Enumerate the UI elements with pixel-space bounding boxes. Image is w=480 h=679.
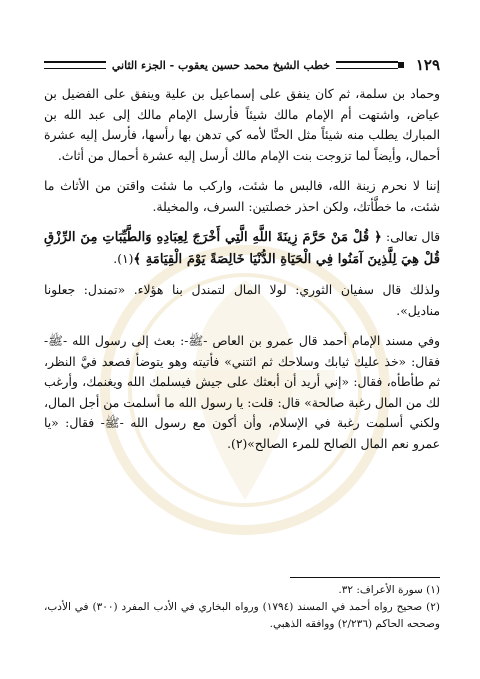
book-title: خطب الشيخ محمد حسين يعقوب - الجزء الثاني (111, 58, 330, 72)
quran-verse: ﴿ قُلْ مَنْ حَرَّمَ زِينَةَ اللَّهِ الَّتِي أَخْرَجَ لِعِبَادِهِ وَالطَّيِّبَاتِ مِنَ الرِّزْقِ قُلْ هِيَ لِلَّذِينَ آمَنُوا فِي الْحَيَاةِ الدُّنْيَا خَالِصَةً يَوْمَ الْقِيَامَةِ ﴾ (44, 230, 440, 267)
footnote-separator (290, 577, 440, 578)
paragraph: وحماد بن سلمة، ثم كان ينفق على إسماعيل بن علية وينفق على الفضيل بن عياض، واشتهت أم الإمام مالك شيئاً فأرسل الإمام مالك إلى عبد الله بن المبارك يطلب منه شيئاً مثل الحنَّا لأمه كي تدهن بها رأسها، فأرسل إليه عشرة أحمال، وأيضاً لما تزوجت بنت الإمام مالك أرسل إليه عشرة أحمال من أثاث. (44, 87, 440, 163)
header-rule (336, 61, 398, 69)
header-rule (44, 61, 106, 69)
footnote-ref: (١). (113, 251, 134, 266)
paragraph: إننا لا نحرم زينة الله، فالبس ما شئت، واركب ما شئت واقتن من الأثاث ما شئت، ما خطَّأتك، ولكن احذر خصلتين: السرف، والمخيلة. (44, 179, 440, 214)
quran-paragraph (44, 227, 440, 270)
header-square-icon (398, 62, 404, 68)
footnote: (٢) صحيح رواه أحمد في المسند (١٧٩٤) ورواه البخاري في الأدب المفرد (٣٠٠) في الأدب، وصححه الحاكم (٢/٢٣٦) ووافقه الذهبي. (44, 601, 440, 630)
footnotes (44, 582, 440, 633)
page-header (44, 56, 440, 74)
hadith-text: وفي مسند الإمام أحمد قال عمرو بن العاص -ﷺ-: بعث إلى رسول الله -ﷺ- فقال: «خذ عليك ثيابك وسلاحك ثم ائتني» فأتيته وهو يتوضأ فصعد فيَّ النظر، ثم طأطأه، فقال: «إني أريد أن أبعثك على جيش فيسلمك الله ويغنمك، وأرغب لك من المال رغبة صالحة» قال: قلت: يا رسول الله ما أسلمت من أجل المال، ولكني أسلمت رغبة في الإسلام، وأن أكون مع رسول الله -ﷺ- فقال: «يا عمرو نعم المال الصالح للمرء الصالح» (44, 334, 440, 451)
main-text (44, 84, 440, 454)
page-number: ١٢٩ (415, 56, 440, 74)
hadith-paragraph (44, 331, 440, 454)
verse-intro: قال تعالى: (386, 230, 440, 244)
footnote: (١) سورة الأعراف: ٣٢. (338, 584, 440, 596)
paragraph: ولذلك قال سفيان الثوري: لولا المال لتمندل بنا هؤلاء. «تمندل: جعلونا مناديل». (44, 283, 440, 318)
footnote-ref: (٢). (227, 436, 248, 451)
